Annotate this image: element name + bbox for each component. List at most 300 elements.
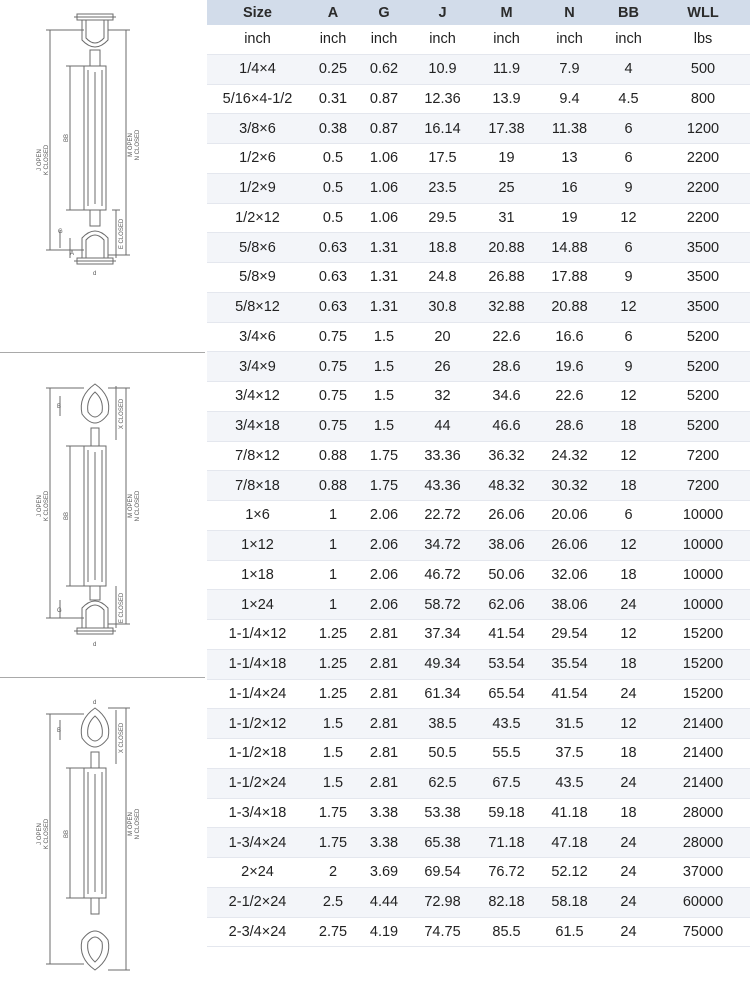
table-cell: 58.18 [538, 887, 601, 917]
table-cell: 24 [601, 858, 656, 888]
table-cell: 1/2×12 [207, 203, 308, 233]
table-cell: 17.5 [410, 144, 475, 174]
table-cell: 0.88 [308, 441, 358, 471]
label-bb: BB [64, 133, 70, 143]
table-cell: 32 [410, 382, 475, 412]
table-cell: 1.25 [308, 649, 358, 679]
table-cell: 35.54 [538, 649, 601, 679]
table-cell: 32.06 [538, 560, 601, 590]
table-cell: 38.5 [410, 709, 475, 739]
col-j-header: J [410, 0, 475, 25]
eye-jaw-drawing [0, 356, 205, 676]
label-m-open: M OPEN [128, 494, 134, 518]
table-cell: 1-1/2×18 [207, 739, 308, 769]
table-cell: 37.34 [410, 620, 475, 650]
table-cell: 30.32 [538, 471, 601, 501]
table-cell: 76.72 [475, 858, 538, 888]
table-cell: 5200 [656, 322, 750, 352]
table-cell: 12 [601, 382, 656, 412]
table-cell: 2×24 [207, 858, 308, 888]
table-cell: 43.36 [410, 471, 475, 501]
table-cell: 1.25 [308, 679, 358, 709]
table-cell: 18 [601, 798, 656, 828]
table-row [207, 114, 750, 144]
table-cell: 1-1/2×24 [207, 768, 308, 798]
turnbuckle-drawings [0, 0, 205, 982]
table-cell: 5/8×6 [207, 233, 308, 263]
table-cell: 2.81 [358, 620, 410, 650]
table-cell: 9 [601, 263, 656, 293]
table-cell: 24 [601, 828, 656, 858]
col-size-header: Size [207, 0, 308, 25]
table-cell: 28000 [656, 798, 750, 828]
unit-cell: inch [601, 25, 656, 54]
table-cell: 61.34 [410, 679, 475, 709]
table-cell: 1.75 [358, 471, 410, 501]
table-cell: 0.62 [358, 54, 410, 84]
table-cell: 13.9 [475, 84, 538, 114]
table-cell: 1.5 [308, 709, 358, 739]
table-cell: 1200 [656, 114, 750, 144]
table-cell: 6 [601, 501, 656, 531]
table-cell: 37.5 [538, 739, 601, 769]
table-cell: 1.06 [358, 173, 410, 203]
table-cell: 34.6 [475, 382, 538, 412]
table-cell: 5200 [656, 411, 750, 441]
drawing-divider [0, 677, 205, 678]
table-cell: 1.75 [308, 798, 358, 828]
table-cell: 15200 [656, 620, 750, 650]
table-cell: 12 [601, 441, 656, 471]
table-cell: 32.88 [475, 292, 538, 322]
table-cell: 9.4 [538, 84, 601, 114]
table-cell: 72.98 [410, 887, 475, 917]
table-cell: 5/8×9 [207, 263, 308, 293]
table-cell: 20 [410, 322, 475, 352]
table-cell: 12 [601, 709, 656, 739]
table-cell: 38.06 [538, 590, 601, 620]
table-cell: 1-1/4×24 [207, 679, 308, 709]
table-cell: 62.06 [475, 590, 538, 620]
table-cell: 24.8 [410, 263, 475, 293]
table-cell: 38.06 [475, 530, 538, 560]
table-cell: 1.5 [358, 382, 410, 412]
table-cell: 43.5 [475, 709, 538, 739]
label-b: B [57, 404, 62, 410]
table-cell: 65.54 [475, 679, 538, 709]
label-d: d [93, 271, 97, 277]
table-cell: 1.06 [358, 203, 410, 233]
table-cell: 85.5 [475, 917, 538, 947]
table-cell: 50.06 [475, 560, 538, 590]
col-bb-header: BB [601, 0, 656, 25]
label-k-closed: K CLOSED [44, 490, 50, 522]
table-cell: 2.06 [358, 501, 410, 531]
table-cell: 29.5 [410, 203, 475, 233]
label-n-closed: N CLOSED [135, 808, 141, 840]
table-cell: 2.06 [358, 590, 410, 620]
table-cell: 800 [656, 84, 750, 114]
table-cell: 10000 [656, 501, 750, 531]
table-cell: 19.6 [538, 352, 601, 382]
table-cell: 1×18 [207, 560, 308, 590]
header-row [207, 0, 750, 25]
table-cell: 37000 [656, 858, 750, 888]
col-n-header: N [538, 0, 601, 25]
table-cell: 19 [475, 144, 538, 174]
table-row [207, 382, 750, 412]
table-cell: 25 [475, 173, 538, 203]
table-row [207, 322, 750, 352]
table-cell: 65.38 [410, 828, 475, 858]
table-cell: 49.34 [410, 649, 475, 679]
label-d: d [93, 642, 97, 648]
table-cell: 1.25 [308, 620, 358, 650]
table-cell: 12.36 [410, 84, 475, 114]
table-cell: 7200 [656, 441, 750, 471]
table-cell: 2.81 [358, 679, 410, 709]
table-cell: 1×12 [207, 530, 308, 560]
table-cell: 5/16×4-1/2 [207, 84, 308, 114]
table-cell: 2200 [656, 203, 750, 233]
jaw-jaw-drawing [0, 0, 205, 352]
table-cell: 18 [601, 471, 656, 501]
table-cell: 18 [601, 411, 656, 441]
table-cell: 12 [601, 292, 656, 322]
table-cell: 3/4×18 [207, 411, 308, 441]
spec-table [207, 0, 750, 947]
table-cell: 0.5 [308, 203, 358, 233]
table-cell: 18 [601, 560, 656, 590]
table-cell: 20.06 [538, 501, 601, 531]
table-cell: 0.75 [308, 322, 358, 352]
table-cell: 2.06 [358, 560, 410, 590]
table-cell: 7200 [656, 471, 750, 501]
table-cell: 1×6 [207, 501, 308, 531]
table-row [207, 263, 750, 293]
table-cell: 1/2×6 [207, 144, 308, 174]
col-wll-header: WLL [656, 0, 750, 25]
table-cell: 34.72 [410, 530, 475, 560]
table-cell: 60000 [656, 887, 750, 917]
table-cell: 0.5 [308, 173, 358, 203]
table-cell: 18.8 [410, 233, 475, 263]
table-cell: 28000 [656, 828, 750, 858]
table-cell: 69.54 [410, 858, 475, 888]
table-cell: 3.69 [358, 858, 410, 888]
table-cell: 1-3/4×24 [207, 828, 308, 858]
table-cell: 20.88 [538, 292, 601, 322]
table-cell: 53.54 [475, 649, 538, 679]
table-row [207, 649, 750, 679]
table-cell: 4.19 [358, 917, 410, 947]
table-row [207, 203, 750, 233]
table-row [207, 233, 750, 263]
table-cell: 41.18 [538, 798, 601, 828]
label-g: G [57, 608, 62, 614]
table-cell: 0.63 [308, 263, 358, 293]
table-cell: 13 [538, 144, 601, 174]
table-cell: 3500 [656, 263, 750, 293]
table-cell: 2.5 [308, 887, 358, 917]
table-row [207, 679, 750, 709]
table-cell: 3/4×12 [207, 382, 308, 412]
col-m-header: M [475, 0, 538, 25]
table-cell: 46.6 [475, 411, 538, 441]
table-cell: 2-1/2×24 [207, 887, 308, 917]
table-cell: 10.9 [410, 54, 475, 84]
table-cell: 1/4×4 [207, 54, 308, 84]
table-cell: 24 [601, 887, 656, 917]
table-cell: 0.25 [308, 54, 358, 84]
table-cell: 26.88 [475, 263, 538, 293]
table-row [207, 828, 750, 858]
label-m-open: M OPEN [128, 133, 134, 157]
table-cell: 0.75 [308, 382, 358, 412]
table-cell: 5200 [656, 382, 750, 412]
table-cell: 7/8×18 [207, 471, 308, 501]
table-cell: 1-1/4×12 [207, 620, 308, 650]
table-row [207, 54, 750, 84]
table-cell: 1.75 [308, 828, 358, 858]
table-row [207, 858, 750, 888]
table-cell: 12 [601, 203, 656, 233]
table-cell: 62.5 [410, 768, 475, 798]
table-cell: 12 [601, 620, 656, 650]
table-cell: 1.5 [358, 352, 410, 382]
table-cell: 10000 [656, 560, 750, 590]
label-j-open: J OPEN [37, 495, 43, 517]
table-cell: 14.88 [538, 233, 601, 263]
col-a-header: A [308, 0, 358, 25]
table-cell: 6 [601, 322, 656, 352]
table-cell: 7.9 [538, 54, 601, 84]
table-cell: 3.38 [358, 798, 410, 828]
table-cell: 0.88 [308, 471, 358, 501]
table-cell: 3/4×9 [207, 352, 308, 382]
table-cell: 3/8×6 [207, 114, 308, 144]
table-cell: 74.75 [410, 917, 475, 947]
table-cell: 500 [656, 54, 750, 84]
table-cell: 2.81 [358, 709, 410, 739]
table-cell: 55.5 [475, 739, 538, 769]
table-cell: 16.14 [410, 114, 475, 144]
table-row [207, 352, 750, 382]
spec-table-body [207, 25, 750, 947]
table-row [207, 739, 750, 769]
table-cell: 50.5 [410, 739, 475, 769]
table-cell: 75000 [656, 917, 750, 947]
unit-cell: inch [358, 25, 410, 54]
table-cell: 1.5 [308, 739, 358, 769]
table-cell: 17.88 [538, 263, 601, 293]
table-cell: 0.5 [308, 144, 358, 174]
table-cell: 10000 [656, 590, 750, 620]
table-row [207, 917, 750, 947]
table-row [207, 441, 750, 471]
table-row [207, 768, 750, 798]
label-e-closed: E CLOSED [119, 218, 125, 250]
label-x-closed: X CLOSED [119, 722, 125, 754]
label-e-closed: E CLOSED [119, 592, 125, 624]
unit-cell: inch [410, 25, 475, 54]
table-cell: 17.38 [475, 114, 538, 144]
table-cell: 4.5 [601, 84, 656, 114]
table-row [207, 292, 750, 322]
table-cell: 31.5 [538, 709, 601, 739]
table-cell: 1-1/2×12 [207, 709, 308, 739]
table-cell: 2 [308, 858, 358, 888]
table-row [207, 471, 750, 501]
table-cell: 23.5 [410, 173, 475, 203]
table-cell: 22.6 [538, 382, 601, 412]
table-cell: 1.31 [358, 233, 410, 263]
table-row [207, 620, 750, 650]
table-cell: 1.75 [358, 441, 410, 471]
table-cell: 3/4×6 [207, 322, 308, 352]
table-cell: 18 [601, 739, 656, 769]
table-cell: 26 [410, 352, 475, 382]
table-cell: 2.81 [358, 649, 410, 679]
table-row [207, 590, 750, 620]
table-row [207, 709, 750, 739]
table-cell: 16.6 [538, 322, 601, 352]
unit-cell: lbs [656, 25, 750, 54]
table-cell: 41.54 [538, 679, 601, 709]
table-cell: 6 [601, 144, 656, 174]
table-cell: 67.5 [475, 768, 538, 798]
table-cell: 12 [601, 530, 656, 560]
label-n-closed: N CLOSED [135, 129, 141, 161]
table-row [207, 530, 750, 560]
label-g: G [58, 229, 63, 235]
table-cell: 30.8 [410, 292, 475, 322]
table-cell: 36.32 [475, 441, 538, 471]
table-cell: 4.44 [358, 887, 410, 917]
table-cell: 1.5 [358, 322, 410, 352]
table-cell: 1/2×9 [207, 173, 308, 203]
table-cell: 47.18 [538, 828, 601, 858]
table-cell: 10000 [656, 530, 750, 560]
table-cell: 16 [538, 173, 601, 203]
table-cell: 2200 [656, 144, 750, 174]
table-cell: 43.5 [538, 768, 601, 798]
table-cell: 9 [601, 173, 656, 203]
table-cell: 9 [601, 352, 656, 382]
table-cell: 26.06 [538, 530, 601, 560]
table-cell: 11.38 [538, 114, 601, 144]
table-cell: 1 [308, 501, 358, 531]
table-cell: 5200 [656, 352, 750, 382]
table-cell: 1.5 [358, 411, 410, 441]
table-cell: 2.75 [308, 917, 358, 947]
table-cell: 1.31 [358, 263, 410, 293]
table-cell: 0.75 [308, 352, 358, 382]
table-cell: 24 [601, 917, 656, 947]
table-cell: 1.5 [308, 768, 358, 798]
table-cell: 7/8×12 [207, 441, 308, 471]
table-cell: 28.6 [538, 411, 601, 441]
table-cell: 2.06 [358, 530, 410, 560]
label-a: A [70, 251, 75, 257]
label-bb: BB [64, 829, 70, 839]
table-cell: 19 [538, 203, 601, 233]
label-x-closed: X CLOSED [119, 398, 125, 430]
table-cell: 48.32 [475, 471, 538, 501]
table-cell: 71.18 [475, 828, 538, 858]
table-cell: 82.18 [475, 887, 538, 917]
table-cell: 52.12 [538, 858, 601, 888]
table-cell: 53.38 [410, 798, 475, 828]
table-cell: 3500 [656, 292, 750, 322]
table-cell: 15200 [656, 649, 750, 679]
table-row [207, 501, 750, 531]
table-cell: 44 [410, 411, 475, 441]
table-cell: 0.63 [308, 292, 358, 322]
table-cell: 15200 [656, 679, 750, 709]
table-cell: 33.36 [410, 441, 475, 471]
table-cell: 59.18 [475, 798, 538, 828]
table-cell: 46.72 [410, 560, 475, 590]
table-cell: 4 [601, 54, 656, 84]
table-cell: 1-3/4×18 [207, 798, 308, 828]
table-cell: 22.6 [475, 322, 538, 352]
unit-cell: inch [207, 25, 308, 54]
label-j-open: J OPEN [37, 149, 43, 171]
table-cell: 11.9 [475, 54, 538, 84]
label-d: d [93, 700, 97, 706]
table-cell: 24 [601, 768, 656, 798]
table-row [207, 173, 750, 203]
table-cell: 3.38 [358, 828, 410, 858]
table-row [207, 144, 750, 174]
table-row [207, 798, 750, 828]
label-k-closed: K CLOSED [44, 818, 50, 850]
table-cell: 41.54 [475, 620, 538, 650]
table-cell: 22.72 [410, 501, 475, 531]
label-b: B [57, 728, 62, 734]
table-cell: 28.6 [475, 352, 538, 382]
table-cell: 0.75 [308, 411, 358, 441]
table-cell: 24.32 [538, 441, 601, 471]
eye-eye-drawing [0, 684, 205, 982]
label-m-open: M OPEN [128, 812, 134, 836]
table-cell: 58.72 [410, 590, 475, 620]
table-cell: 6 [601, 233, 656, 263]
table-row [207, 84, 750, 114]
table-cell: 2.81 [358, 739, 410, 769]
label-k-closed: K CLOSED [44, 144, 50, 176]
table-cell: 1.06 [358, 144, 410, 174]
table-cell: 5/8×12 [207, 292, 308, 322]
table-cell: 31 [475, 203, 538, 233]
label-j-open: J OPEN [37, 823, 43, 845]
table-cell: 0.63 [308, 233, 358, 263]
table-row [207, 887, 750, 917]
table-cell: 0.31 [308, 84, 358, 114]
table-cell: 29.54 [538, 620, 601, 650]
table-cell: 18 [601, 649, 656, 679]
unit-cell: inch [538, 25, 601, 54]
table-cell: 21400 [656, 768, 750, 798]
table-cell: 21400 [656, 709, 750, 739]
table-cell: 21400 [656, 739, 750, 769]
table-cell: 1 [308, 560, 358, 590]
table-cell: 20.88 [475, 233, 538, 263]
table-cell: 3500 [656, 233, 750, 263]
table-cell: 1-1/4×18 [207, 649, 308, 679]
unit-cell: inch [475, 25, 538, 54]
